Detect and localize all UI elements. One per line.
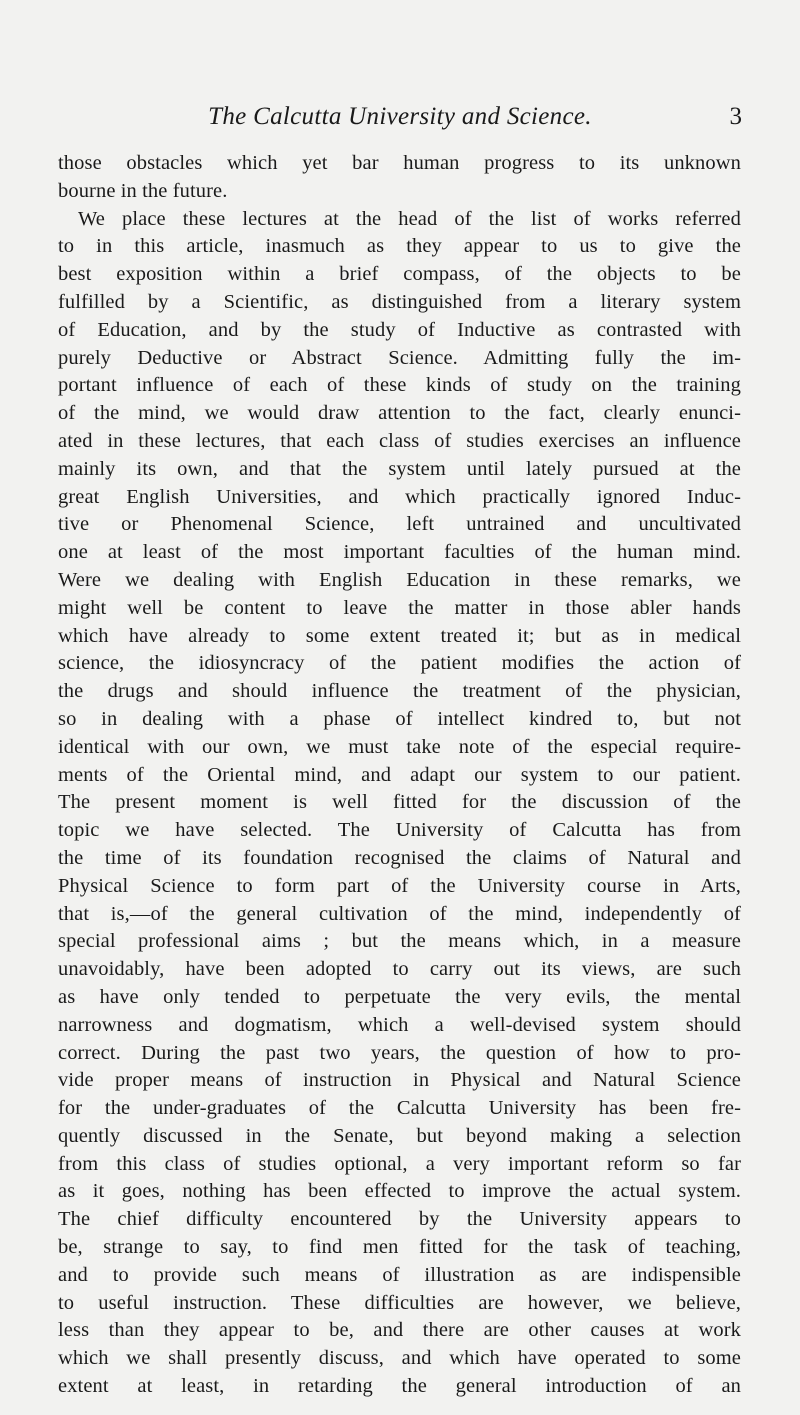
text-line: as it goes, nothing has been effected to improve the actual system.: [58, 1180, 741, 1203]
text-line: science, the idiosyncracy of the patient modifies the action of: [58, 652, 741, 675]
running-title: The Calcutta University and Science.: [208, 103, 592, 130]
text-line: and to provide such means of illustration as are indispensible: [58, 1263, 741, 1286]
text-line: to in this article, inasmuch as they appear to us to give the: [58, 235, 741, 258]
text-line: less than they appear to be, and there are other causes at work: [58, 1319, 741, 1342]
text-line: Physical Science to form part of the University course in Arts,: [58, 874, 741, 897]
text-line: special professional aims ; but the means which, in a measure: [58, 930, 741, 953]
text-line: Were we dealing with English Education in these remarks, we: [58, 568, 741, 591]
text-line: to useful instruction. These difficulties are however, we believe,: [58, 1291, 741, 1314]
text-line: bourne in the future.: [58, 179, 228, 202]
text-line: great English Universities, and which practically ignored Induc-: [58, 485, 741, 508]
text-line: We place these lectures at the head of the list of works referred: [78, 207, 741, 230]
text-line: might well be content to leave the matter in those abler hands: [58, 596, 741, 619]
text-line: unavoidably, have been adopted to carry out its views, are such: [58, 958, 741, 981]
text-line: correct. During the past two years, the question of how to pro-: [58, 1041, 741, 1064]
text-line: ated in these lectures, that each class of studies exercises an influence: [58, 429, 741, 452]
text-line: from this class of studies optional, a very important reform so far: [58, 1152, 741, 1175]
text-line: narrowness and dogmatism, which a well-devised system should: [58, 1013, 741, 1036]
text-line: of Education, and by the study of Inductive as contrasted with: [58, 318, 741, 341]
text-line: identical with our own, we must take note of the especial require-: [58, 735, 741, 758]
text-line: vide proper means of instruction in Physical and Natural Science: [58, 1069, 741, 1092]
text-line: purely Deductive or Abstract Science. Admitting fully the im-: [58, 346, 741, 369]
text-line: so in dealing with a phase of intellect kindred to, but not: [58, 707, 741, 730]
text-line: one at least of the most important faculties of the human mind.: [58, 541, 741, 564]
text-line: which have already to some extent treated it; but as in medical: [58, 624, 741, 647]
text-line: of the mind, we would draw attention to the fact, clearly enunci-: [58, 402, 741, 425]
text-line: extent at least, in retarding the general introduction of an: [58, 1375, 741, 1398]
text-line: The present moment is well fitted for the discussion of the: [58, 791, 741, 814]
text-line: portant influence of each of these kinds of study on the training: [58, 374, 741, 397]
text-line: those obstacles which yet bar human progress to its unknown: [58, 152, 741, 174]
body-text: [58, 150, 741, 1401]
text-line: for the under-graduates of the Calcutta University has been fre-: [58, 1097, 741, 1120]
text-line: tive or Phenomenal Science, left untrained and uncultivated: [58, 513, 741, 536]
text-line: as have only tended to perpetuate the very evils, the mental: [58, 985, 741, 1008]
text-line: be, strange to say, to find men fitted for the task of teaching,: [58, 1236, 741, 1259]
text-line: the time of its foundation recognised the claims of Natural and: [58, 846, 741, 869]
page-number: 3: [729, 103, 742, 130]
text-line: fulfilled by a Scientific, as distinguished from a literary system: [58, 290, 741, 313]
text-line: best exposition within a brief compass, of the objects to be: [58, 263, 741, 286]
text-line: ments of the Oriental mind, and adapt our system to our patient.: [58, 763, 741, 786]
running-head: [0, 100, 800, 134]
text-line: the drugs and should influence the treatment of the physician,: [58, 680, 741, 703]
text-line: The chief difficulty encountered by the University appears to: [58, 1208, 741, 1231]
text-line: that is,—of the general cultivation of the mind, independently of: [58, 902, 741, 925]
text-line: topic we have selected. The University of Calcutta has from: [58, 819, 741, 842]
text-line: quently discussed in the Senate, but beyond making a selection: [58, 1124, 741, 1147]
text-line: mainly its own, and that the system until lately pursued at the: [58, 457, 741, 480]
text-line: which we shall presently discuss, and which have operated to some: [58, 1347, 741, 1370]
